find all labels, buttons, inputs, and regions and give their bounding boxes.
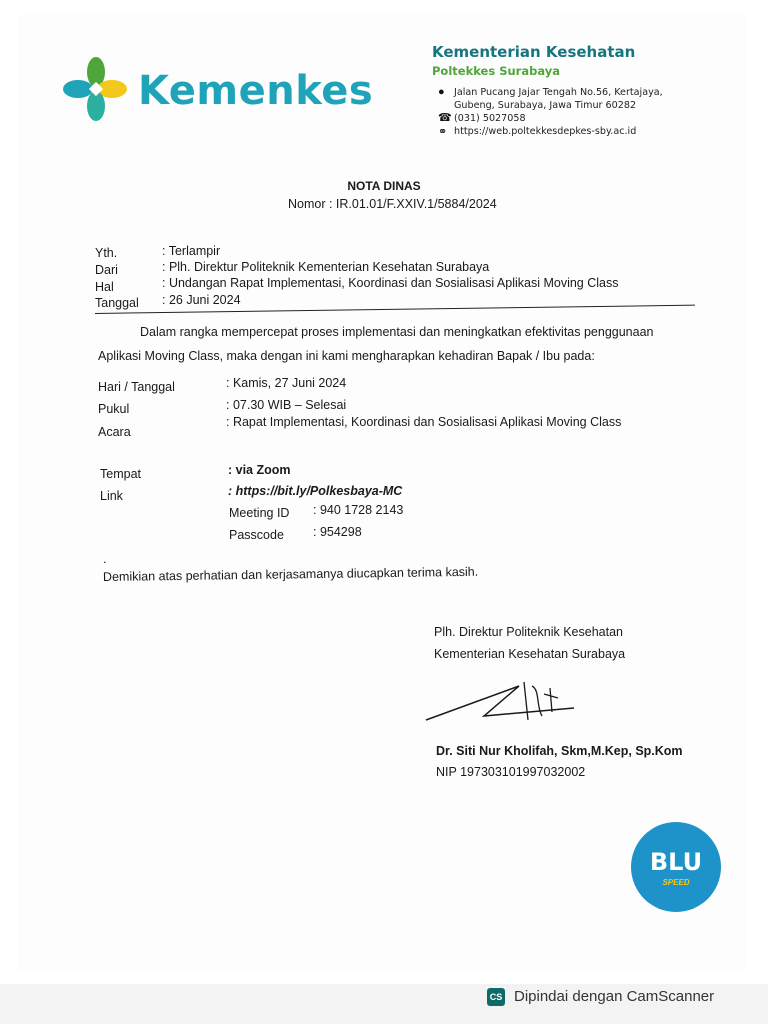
field-value-hal: : Undangan Rapat Implementasi, Koordinasi dan Sosialisasi Aplikasi Moving Class xyxy=(162,276,619,290)
memo-title: NOTA DINAS xyxy=(347,179,421,193)
signatory-position-2: Kementerian Kesehatan Surabaya xyxy=(434,647,626,661)
place-label: Tempat xyxy=(100,467,141,481)
signatory-position-1: Plh. Direktur Politeknik Kesehatan xyxy=(434,625,623,639)
schedule-value-time: : 07.30 WIB – Selesai xyxy=(226,398,347,412)
field-value-tanggal: : 26 Juni 2024 xyxy=(162,293,241,307)
signatory-name: Dr. Siti Nur Kholifah, Skm,M.Kep, Sp.Kom xyxy=(436,744,683,758)
field-label-tanggal: Tanggal xyxy=(95,296,139,310)
meeting-id-label: Meeting ID xyxy=(229,506,290,520)
address-line-2: Gubeng, Surabaya, Jawa Timur 60282 xyxy=(454,100,637,111)
closing-sentence: Demikian atas perhatian dan kerjasamanya diucapkan terima kasih. xyxy=(102,564,479,584)
passcode-label: Passcode xyxy=(229,528,284,542)
camscanner-icon: CS xyxy=(487,988,505,1006)
link-label: Link xyxy=(100,489,123,503)
intro-line-2: Aplikasi Moving Class, maka dengan ini kami mengharapkan kehadiran Bapak / Ibu pada: xyxy=(98,349,595,363)
schedule-label-event: Acara xyxy=(98,425,131,439)
signatory-nip: NIP 197303101997032002 xyxy=(436,765,586,779)
schedule-value-event: : Rapat Implementasi, Koordinasi dan Sosialisasi Aplikasi Moving Class xyxy=(226,415,622,429)
stray-dot: . xyxy=(103,552,107,566)
field-label-hal: Hal xyxy=(95,280,114,294)
institution-name: Poltekkes Surabaya xyxy=(432,64,560,78)
location-pin-icon: ● xyxy=(438,86,445,98)
schedule-label-time: Pukul xyxy=(98,402,130,416)
handwritten-signature xyxy=(424,676,584,728)
address-line-1: Jalan Pucang Jajar Tengah No.56, Kertajaya, xyxy=(454,87,663,98)
meeting-id-value: : 940 1728 2143 xyxy=(313,503,404,517)
field-value-dari: : Plh. Direktur Politeknik Kementerian Kesehatan Surabaya xyxy=(162,260,490,274)
website-url: https://web.poltekkesdepkes-sby.ac.id xyxy=(454,126,637,137)
passcode-value: : 954298 xyxy=(313,525,362,539)
phone-icon: ☎ xyxy=(438,112,452,124)
intro-line-1: Dalam rangka mempercepat proses implementasi dan meningkatkan efektivitas penggunaan xyxy=(140,325,654,339)
badge-subtext: SPEED xyxy=(662,878,690,887)
kemenkes-logo-icon xyxy=(60,56,130,122)
camscanner-label: Dipindai dengan CamScanner xyxy=(514,988,715,1005)
zoom-link[interactable]: : https://bit.ly/Polkesbaya-MC xyxy=(228,484,403,498)
ministry-name: Kementerian Kesehatan xyxy=(432,43,636,61)
place-value: : via Zoom xyxy=(228,463,291,477)
schedule-value-date: : Kamis, 27 Juni 2024 xyxy=(226,376,347,390)
badge-text: BLU xyxy=(649,848,703,876)
logo-wordmark: Kemenkes xyxy=(138,68,374,114)
phone-number: (031) 5027058 xyxy=(454,113,526,124)
blu-speed-badge xyxy=(631,822,721,912)
field-label-dari: Dari xyxy=(95,263,118,277)
globe-icon: ⚭ xyxy=(438,126,448,138)
field-label-yth: Yth. xyxy=(95,246,118,260)
schedule-label-date: Hari / Tanggal xyxy=(98,380,175,394)
memo-number: Nomor : IR.01.01/F.XXIV.1/5884/2024 xyxy=(288,197,497,211)
field-value-yth: : Terlampir xyxy=(162,244,221,258)
